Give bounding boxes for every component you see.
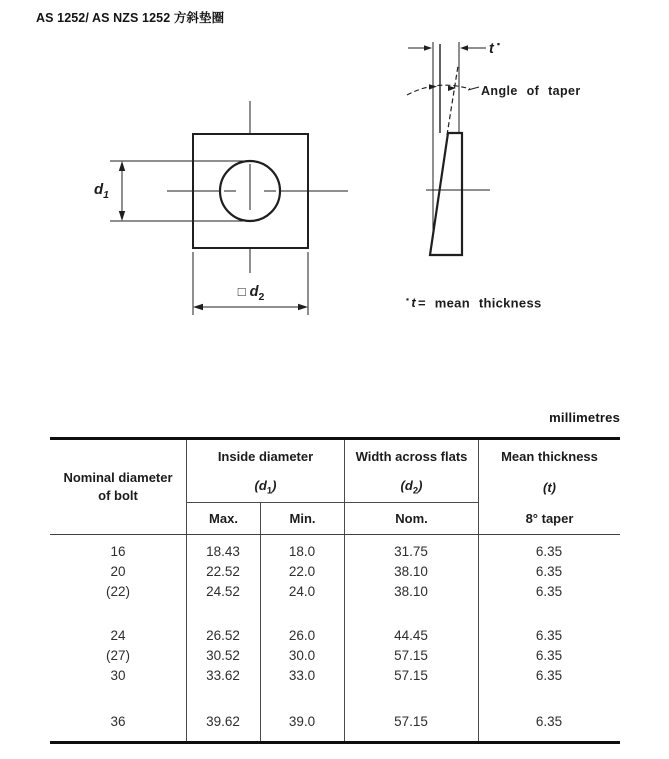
column-divider [186, 535, 187, 741]
table-row [50, 711, 620, 731]
cell-bolt: (22) [105, 583, 130, 599]
square-symbol-icon: □ [237, 284, 246, 299]
cell-max: 26.52 [206, 627, 240, 643]
cell-min: 24.0 [288, 583, 316, 599]
d1-symbol: $(d_1)$ [254, 478, 277, 497]
row-group-gap [50, 601, 620, 625]
cell-bolt: 36 [110, 713, 126, 729]
table-row [50, 645, 620, 665]
t-dimension-label: t ▪ [489, 39, 501, 57]
cell-bolt: 24 [110, 627, 126, 643]
subheader-nom: Nom. [344, 503, 478, 534]
dimensions-table [50, 437, 620, 744]
t-symbol: (t) [543, 480, 556, 495]
column-header-width-across-flats: Width across flats $(d_2)$ [344, 440, 478, 503]
table-row [50, 561, 620, 581]
row-group-gap [50, 685, 620, 711]
column-divider [478, 535, 479, 741]
taper-washer-profile [430, 133, 462, 255]
d1-arrow-down [119, 211, 125, 221]
cell-min: 33.0 [288, 667, 316, 683]
cell-bolt: 16 [110, 543, 126, 559]
d1-dimension-label: $d_1$ [94, 181, 110, 201]
footnote-marker-icon: ▪ [496, 39, 501, 49]
d1-arrow-up [119, 161, 125, 171]
cell-min: 18.0 [288, 543, 316, 559]
washer-front-view-diagram [110, 101, 348, 315]
column-header-inside-diameter: Inside diameter $(d_1)$ [186, 440, 344, 503]
cell-min: 30.0 [288, 647, 316, 663]
cell-bolt: 30 [110, 667, 126, 683]
table-row [50, 665, 620, 685]
cell-max: 39.62 [206, 713, 240, 729]
mean-thickness-footnote: ▪ t = mean thickness [406, 294, 542, 311]
cell-max: 30.52 [206, 647, 240, 663]
cell-bolt: 20 [110, 563, 126, 579]
units-label: millimetres [549, 410, 620, 425]
cell-min: 26.0 [288, 627, 316, 643]
washer-side-view-diagram [407, 42, 490, 255]
cell-nom: 57.15 [394, 667, 428, 683]
cell-max: 18.43 [206, 543, 240, 559]
cell-thickness: 6.35 [535, 627, 563, 643]
subheader-min: Min. [260, 503, 344, 534]
angle-of-taper-label: Angle of taper [481, 84, 581, 98]
cell-nom: 57.15 [394, 647, 428, 663]
cell-max: 24.52 [206, 583, 240, 599]
cell-thickness: 6.35 [535, 583, 563, 599]
column-divider [260, 535, 261, 741]
cell-min: 22.0 [288, 563, 316, 579]
subheader-max: Max. [186, 503, 260, 534]
d2-dimension-label: □ $d_2$ [237, 284, 265, 303]
angle-arc-dashed [407, 85, 470, 95]
cell-max: 22.52 [206, 563, 240, 579]
cell-min: 39.0 [288, 713, 316, 729]
t-arrow-left [460, 45, 468, 51]
cell-nom: 44.45 [394, 627, 428, 643]
table-row [50, 581, 620, 601]
d2-arrow-right [298, 304, 308, 310]
t-arrow-right [424, 45, 432, 51]
cell-nom: 38.10 [394, 583, 428, 599]
column-divider [344, 535, 345, 741]
column-header-mean-thickness: Mean thickness (t) 8° taper [478, 440, 620, 534]
taper-slant-extension-dashed [447, 66, 458, 135]
table-header [50, 437, 620, 535]
cell-thickness: 6.35 [535, 647, 563, 663]
footnote-marker-icon: ▪ [406, 294, 410, 304]
cell-nom: 38.10 [394, 563, 428, 579]
cell-bolt: (27) [105, 647, 130, 663]
column-header-nominal-diameter: Nominal diameter of bolt [63, 469, 173, 503]
cell-thickness: 6.35 [535, 667, 563, 683]
d2-arrow-left [193, 304, 203, 310]
cell-nom: 57.15 [394, 713, 428, 729]
page-title: AS 1252/ AS NZS 1252 方斜垫圈 [36, 11, 225, 25]
cell-thickness: 6.35 [535, 543, 563, 559]
cell-nom: 31.75 [394, 543, 428, 559]
d2-symbol: $(d_2)$ [400, 478, 423, 497]
subheader-8deg-taper: 8° taper [525, 511, 574, 526]
table-row [50, 541, 620, 561]
table-body [50, 535, 620, 744]
cell-max: 33.62 [206, 667, 240, 683]
table-row [50, 625, 620, 645]
cell-thickness: 6.35 [535, 713, 563, 729]
cell-thickness: 6.35 [535, 563, 563, 579]
